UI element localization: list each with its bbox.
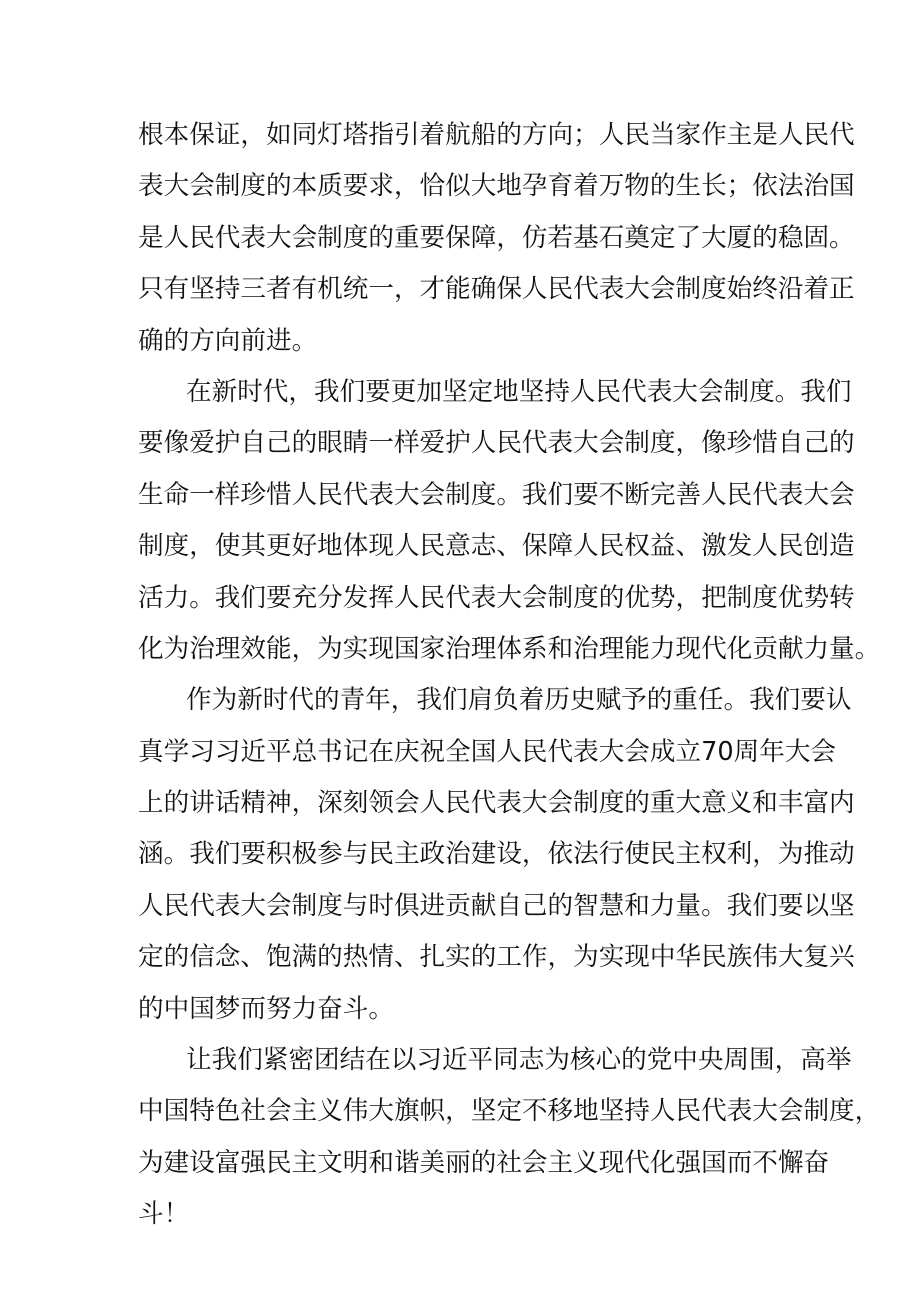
text-line: 定的信念、饱满的热情、扎实的工作，为实现中华民族伟大复兴 (138, 942, 855, 973)
text-line: 活力。我们要充分发挥人民代表大会制度的优势，把制度优势转 (138, 582, 855, 613)
text-line: 中国特色社会主义伟大旗帜，坚定不移地坚持人民代表大会制度， (138, 1096, 881, 1127)
paragraph-start-line: 让我们紧密团结在以习近平同志为核心的党中央周围，高举 (186, 1045, 852, 1076)
text-line: 为建设富强民主文明和谐美丽的社会主义现代化强国而不懈奋 (138, 1147, 830, 1178)
text-line: 人民代表大会制度与时俱进贡献自己的智慧和力量。我们要以坚 (138, 890, 855, 921)
text-line: 涵。我们要积极参与民主政治建设，依法行使民主权利，为推动 (138, 839, 855, 870)
text-line: 真学习习近平总书记在庆祝全国人民代表大会成立70周年大会 (138, 736, 837, 767)
text-line: 制度，使其更好地体现人民意志、保障人民权益、激发人民创造 (138, 531, 855, 562)
text-line: 只有坚持三者有机统一，才能确保人民代表大会制度始终沿着正 (138, 274, 855, 305)
text-line: 要像爱护自己的眼睛一样爱护人民代表大会制度，像珍惜自己的 (138, 428, 855, 459)
body-text (138, 110, 881, 1241)
text-line: 生命一样珍惜人民代表大会制度。我们要不断完善人民代表大会 (138, 479, 855, 510)
text-line: 表大会制度的本质要求，恰似大地孕育着万物的生长；依法治国 (138, 171, 855, 202)
text-line: 确的方向前进。 (138, 325, 318, 356)
text-line: 斗！ (138, 1199, 190, 1230)
text-line: 是人民代表大会制度的重要保障，仿若基石奠定了大厦的稳固。 (138, 222, 855, 253)
text-line: 根本保证，如同灯塔指引着航船的方向；人民当家作主是人民代 (138, 120, 855, 150)
text-line: 的中国梦而努力奋斗。 (138, 993, 394, 1024)
paragraph-start-line: 作为新时代的青年，我们肩负着历史赋予的重任。我们要认 (186, 685, 852, 716)
text-line: 上的讲话精神，深刻领会人民代表大会制度的重大意义和丰富内 (138, 788, 855, 819)
text-line: 化为治理效能，为实现国家治理体系和治理能力现代化贡献力量。 (138, 633, 881, 664)
paragraph-start-line: 在新时代，我们要更加坚定地坚持人民代表大会制度。我们 (186, 376, 852, 407)
